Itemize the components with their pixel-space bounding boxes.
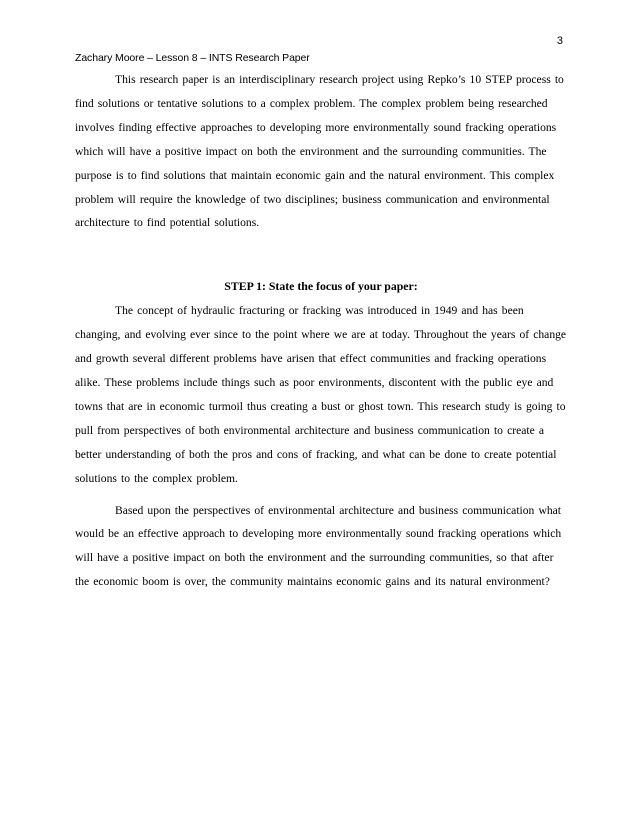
page-number: 3 [556,35,563,47]
step1-heading: STEP 1: State the focus of your paper: [224,279,418,294]
intro-paragraph: This research paper is an interdisciplinary research project using Repko’s 10 STEP process to find solutions or tentative solutions to a complex problem. The complex problem being researched involves finding effective approaches to developing more environmentally sound fracking operations which will have a positive impact on both the environment and the surrounding communities. The purpose is to find solutions that maintain economic gain and the natural environment. This complex problem will require the knowledge of two disciplines; business communication and environmental architecture to find potential solutions. [75,73,564,230]
step1-paragraph-2: Based upon the perspectives of environmental architecture and business communication what would be an effective approach to developing more environmentally sound fracking operations which will have a positive impact on both the environment and the surrounding communities, so that after the economic boom is over, the community maintains economic gains and its natural environment? [75,503,562,589]
running-head: Zachary Moore – Lesson 8 – INTS Research Paper [75,52,310,64]
step1-paragraph-1: The concept of hydraulic fracturing or fracking was introduced in 1949 and has been changing, and evolving ever since to the point where we are at today. Throughout the years of change and growth several different problems have arisen that effect communities and fracking operations alike. These problems include things such as poor environments, discontent with the public eye and towns that are in economic turmoil thus creating a bust or ghost town. This research study is going to pull from perspectives of both environmental architecture and business communication to create a better understanding of both the pros and cons of fracking, and what can be done to create potential solutions to the complex problem. [75,304,567,485]
paragraph-spacer [75,491,567,499]
section-spacer [75,235,567,275]
document-body [75,68,567,594]
